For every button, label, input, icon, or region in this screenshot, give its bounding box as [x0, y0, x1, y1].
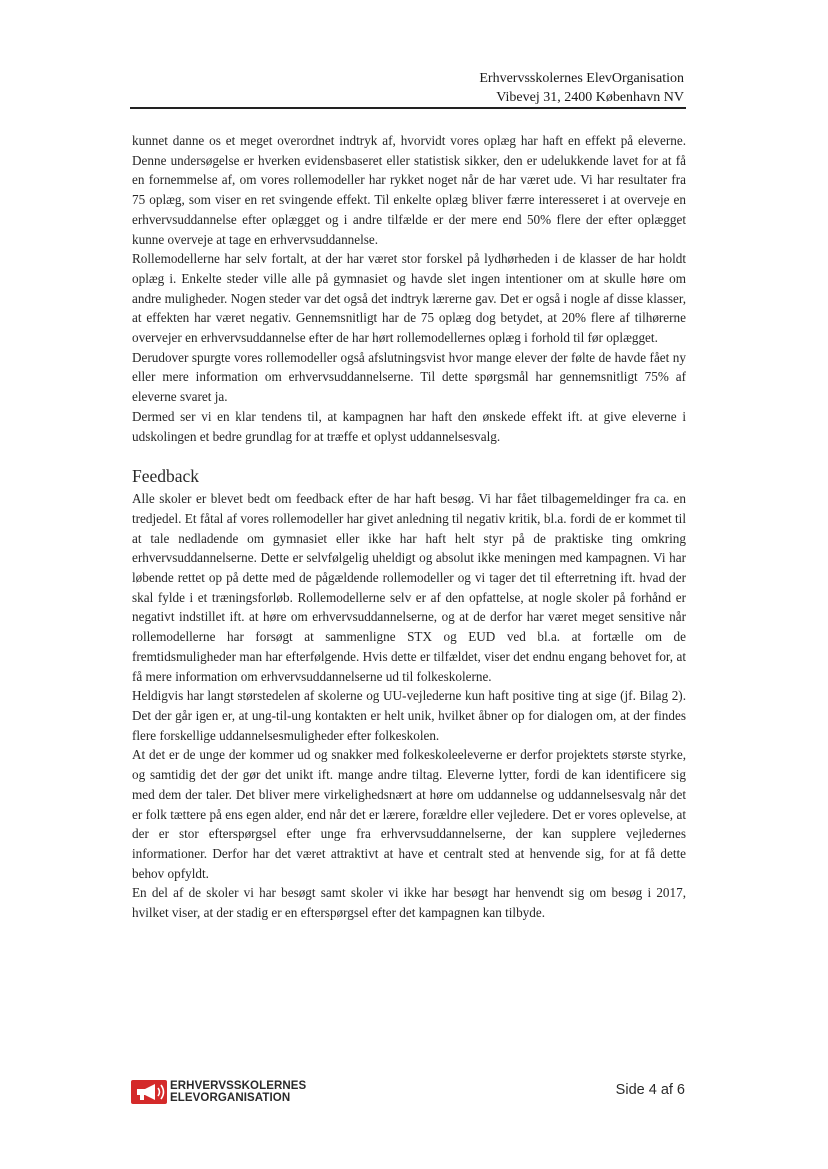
- org-name: Erhvervsskolernes ElevOrganisation: [479, 71, 684, 86]
- logo-line-1: ERHVERVSSKOLERNES: [170, 1080, 307, 1092]
- paragraph: At det er de unge der kommer ud og snakker med folkeskoleeleverne er derfor projektets største styrke, og samtidig det der gør det unikt ift. mange andre tiltag. Eleverne lytter, fordi de kan identificere sig med dem der taler. Det bliver mere virkelighedsnært at høre om uddannelse og uddannelsesvalg når det er folk tættere på ens egen alder, end når det er lærere, forældre eller vejledere. Det er vores oplevelse, at der er stor efterspørgsel efter unge fra erhvervsuddannelserne, der kan supplere vejledernes informationer. Derfor har det været attraktivt at have et centralt sted at henvende sig, for at få dette behov opfyldt.: [132, 747, 686, 881]
- document-body: [132, 131, 686, 923]
- letterhead: [479, 69, 684, 107]
- org-address: Vibevej 31, 2400 København NV: [496, 90, 684, 105]
- paragraph: Derudover spurgte vores rollemodeller også afslutningsvist hvor mange elever der følte de havde fået ny eller mere information om erhvervsuddannelserne. Til dette spørgsmål har gennemsnitligt 75% af eleverne svaret ja.: [132, 349, 686, 405]
- paragraph: Heldigvis har langt størstedelen af skolerne og UU-vejlederne kun haft positive ting at sige (jf. Bilag 2). Det der går igen er, at ung-til-ung kontakten er helt unik, hvilket åbner op for dialogen om, at der findes flere forskellige uddannelsesmuligheder efter folkeskolen.: [132, 688, 686, 743]
- paragraph: En del af de skoler vi har besøgt samt skoler vi ikke har besøgt har henvendt sig om besøg i 2017, hvilket viser, at der stadig er en efterspørgsel efter det kampagnen kan tilbyde.: [132, 885, 686, 921]
- megaphone-logo-icon: [131, 1080, 167, 1104]
- page-number: Side 4 af 6: [615, 1082, 685, 1098]
- footer-logo: [131, 1080, 306, 1104]
- paragraph: kunnet danne os et meget overordnet indtryk af, hvorvidt vores oplæg har haft en effekt på eleverne. Denne undersøgelse er hverken evidensbaseret eller statistisk sikker, den er udelukkende lavet for at få en fornemmelse af, om vores rollemodeller har rykket noget når de har været ude. Vi har resultater fra 75 oplæg, som viser en ret svingende effekt. Til enkelte oplæg bliver færre interesseret i at overveje en erhvervsuddannelse efter oplægget og i andre tilfælde er der mere end 50% flere der efter oplægget kunne overveje at tage en erhvervsuddannelse.: [132, 133, 686, 247]
- header-divider: [130, 107, 686, 109]
- logo-wordmark: [170, 1080, 306, 1104]
- logo-line-2: ELEVORGANISATION: [170, 1092, 291, 1104]
- paragraph: Rollemodellerne har selv fortalt, at der har været stor forskel på lydhørheden i de klasser de har holdt oplæg i. Enkelte steder ville alle på gymnasiet og havde slet ingen intentioner om at skulle høre om andre muligheder. Nogen steder var det også det indtryk lærerne gav. Det er også i nogle af disse klasser, at effekten har været negativ. Gennemsnitligt har de 75 oplæg dog betydet, at 20% flere af tilhørerne overvejer en erhvervsuddannelse efter de har hørt rollemodellernes oplæg i forhold til før oplægget.: [132, 251, 686, 346]
- paragraph: Dermed ser vi en klar tendens til, at kampagnen har haft den ønskede effekt ift. at give eleverne i udskolingen et bedre grundlag for at træffe et oplyst uddannelsesvalg.: [132, 408, 686, 444]
- paragraph: Alle skoler er blevet bedt om feedback efter de har haft besøg. Vi har fået tilbagemeldinger fra ca. en tredjedel. Et fåtal af vores rollemodeller har givet anledning til negativ kritik, bl.a. fordi de er kommet til at tale nedladende om gymnasiet eller ikke har haft helt styr på de praktiske ting omkring erhvervsuddannelserne. Dette er selvfølgelig uheldigt og absolut ikke meningen med kampagnen. Vi har løbende rettet op på dette med de pågældende rollemodeller og vi tager det til efterretning ift. hvad der skal fylde i et træningsforløb. Rollemodellerne selv er af den opfattelse, at nogle skoler på forhånd er negativt indstillet ift. at høre om erhvervsuddannelserne, og at de derfor har været meget sensitive når rollemodellerne har forsøgt at sammenligne STX og EUD ved bl.a. at fortælle om de fremtidsmuligheder man har efterfølgende. Hvis dette er tilfældet, viser det endnu engang behovet for, at få mere information om erhvervsuddannelserne ud til folkeskolerne.: [132, 491, 686, 684]
- section-heading-feedback: Feedback: [132, 466, 200, 487]
